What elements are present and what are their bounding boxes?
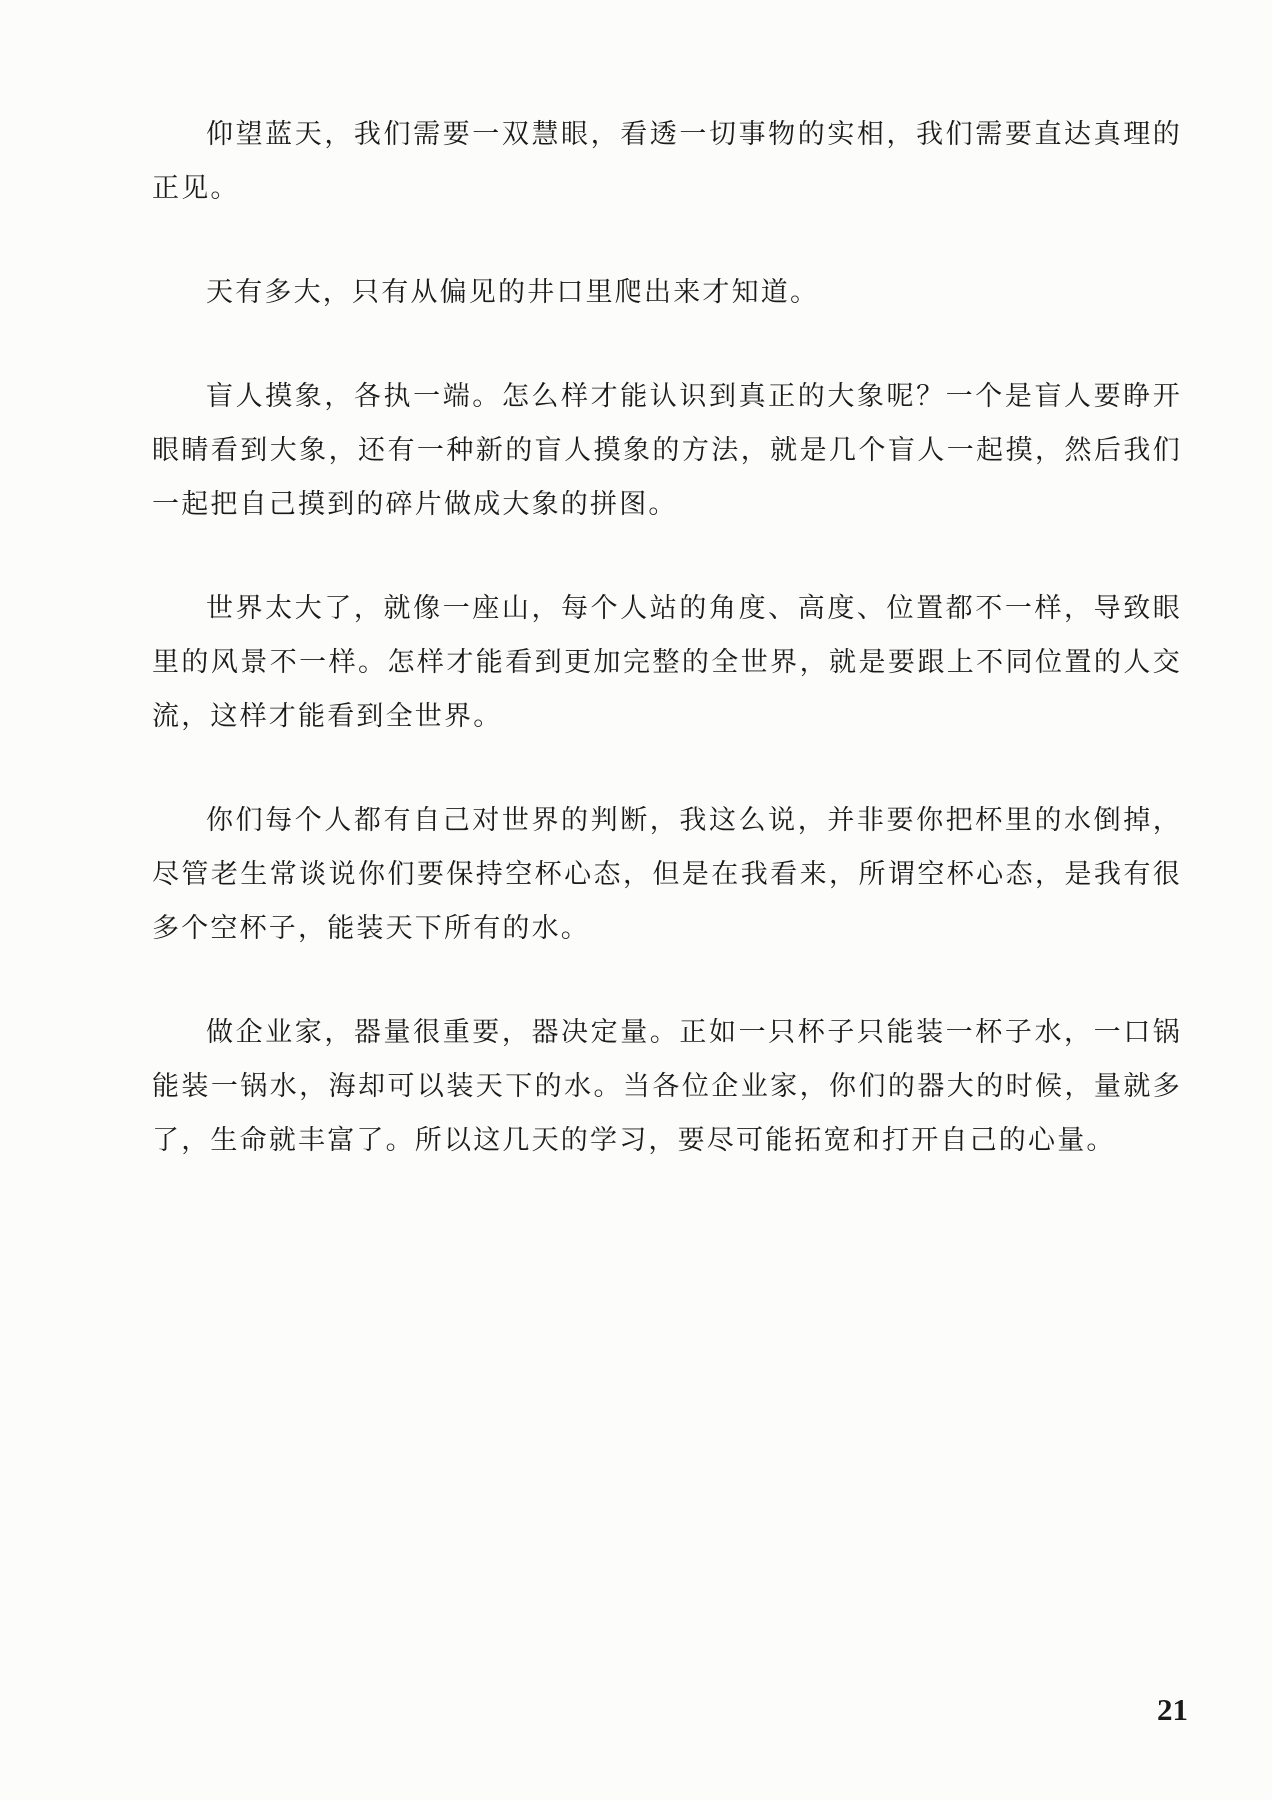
- paragraph-4: 世界太大了，就像一座山，每个人站的角度、高度、位置都不一样，导致眼里的风景不一样。怎样才能看到更加完整的全世界，就是要跟上不同位置的人交流，这样才能看到全世界。: [152, 593, 1182, 732]
- paragraph-1: 仰望蓝天，我们需要一双慧眼，看透一切事物的实相，我们需要直达真理的正见。: [152, 119, 1182, 204]
- body-text: [152, 108, 1182, 1218]
- paragraph-5: 你们每个人都有自己对世界的判断，我这么说，并非要你把杯里的水倒掉，尽管老生常谈说你们要保持空杯心态，但是在我看来，所谓空杯心态，是我有很多个空杯子，能装天下所有的水。: [152, 805, 1182, 944]
- page-number: 21: [1157, 1692, 1188, 1727]
- paragraph-6: 做企业家，器量很重要，器决定量。正如一只杯子只能装一杯子水，一口锅能装一锅水，海却可以装天下的水。当各位企业家，你们的器大的时候，量就多了，生命就丰富了。所以这几天的学习，要尽可能拓宽和打开自己的心量。: [152, 1017, 1182, 1156]
- paragraph-2: 天有多大，只有从偏见的井口里爬出来才知道。: [206, 277, 820, 308]
- paragraph-3: 盲人摸象，各执一端。怎么样才能认识到真正的大象呢？一个是盲人要睁开眼睛看到大象，还有一种新的盲人摸象的方法，就是几个盲人一起摸，然后我们一起把自己摸到的碎片做成大象的拼图。: [152, 381, 1182, 520]
